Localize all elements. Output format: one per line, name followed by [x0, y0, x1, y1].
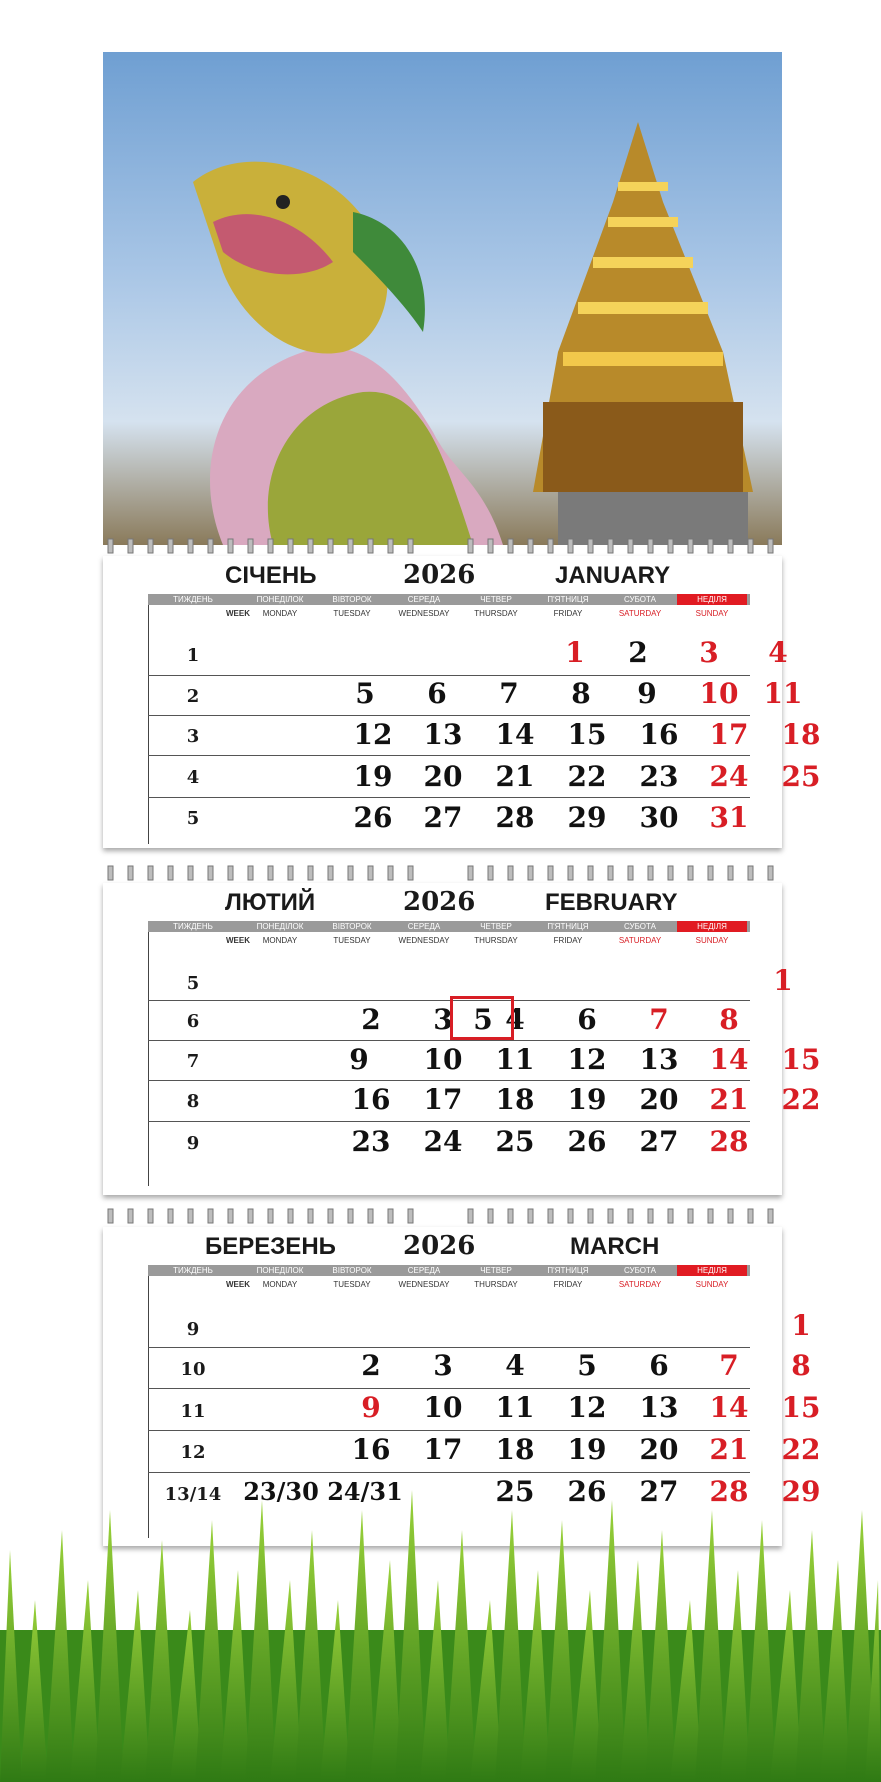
month-year: 2026 — [403, 887, 476, 917]
day-cell[interactable]: 10 — [699, 677, 739, 710]
day-cell[interactable]: 1 — [565, 636, 585, 669]
week-number: 9 — [186, 1319, 200, 1340]
day-cell[interactable]: 16 — [351, 1433, 391, 1466]
day-cell[interactable]: 10 — [423, 1391, 463, 1424]
day-cell[interactable]: 4 — [505, 1003, 525, 1036]
week-number: 8 — [186, 1091, 200, 1112]
day-cell[interactable]: 27 — [639, 1125, 679, 1158]
day-cell[interactable]: 23/30 — [243, 1477, 319, 1506]
day-cell[interactable]: 7 — [499, 677, 519, 710]
month-year: 2026 — [403, 1231, 476, 1261]
week-number: 13/14 — [164, 1484, 222, 1505]
day-cell[interactable]: 11 — [763, 677, 803, 710]
month-panel-january: СІЧЕНЬ 2026 JANUARY ТИЖДЕНЬ ПОНЕДІЛОК ВІВТОРОК СЕРЕДА ЧЕТВЕР П'ЯТНИЦЯ СУБОТА НЕДІЛЯ WEEK MONDAY TUESDAY WEDNESDAY THURSDAY FRIDAY SATURDAY SUNDAY 1 2 3 4 5 1 2 3 4 5 6 7 8 9 10 11 12 13 14 15 16 17 18 19 20 21 22 23 24 25 26 27 28 29 30 31 — [103, 556, 782, 848]
day-cell[interactable]: 27 — [423, 801, 463, 834]
day-cell[interactable]: 16 — [639, 718, 679, 751]
weekday-header: ТИЖДЕНЬ ПОНЕДІЛОК ВІВТОРОК СЕРЕДА ЧЕТВЕР П'ЯТНИЦЯ СУБОТА НЕДІЛЯ — [148, 594, 750, 605]
day-cell[interactable]: 3 — [433, 1003, 453, 1036]
day-cell[interactable]: 14 — [709, 1391, 749, 1424]
day-cell[interactable]: 5 — [355, 677, 375, 710]
day-cell[interactable]: 16 — [351, 1083, 391, 1116]
day-cell[interactable]: 31 — [709, 801, 749, 834]
day-cell[interactable]: 24/31 — [327, 1477, 403, 1506]
day-cell[interactable]: 11 — [495, 1391, 535, 1424]
week-number: 4 — [186, 767, 200, 788]
week-number: 5 — [186, 973, 200, 994]
day-cell[interactable]: 5 — [577, 1349, 597, 1382]
day-cell[interactable]: 25 — [781, 760, 821, 793]
day-cell[interactable]: 28 — [709, 1475, 749, 1508]
day-cell[interactable]: 1 — [791, 1309, 811, 1342]
day-cell[interactable]: 2 — [628, 636, 648, 669]
day-cell[interactable]: 19 — [567, 1083, 607, 1116]
day-cell[interactable]: 18 — [495, 1433, 535, 1466]
month-name-ua: ЛЮТИЙ — [225, 889, 316, 916]
day-cell[interactable]: 29 — [781, 1475, 821, 1508]
day-cell[interactable]: 14 — [709, 1043, 749, 1076]
month-panel-february: ЛЮТИЙ 2026 FEBRUARY ТИЖДЕНЬ ПОНЕДІЛОК ВІВТОРОК СЕРЕДА ЧЕТВЕР П'ЯТНИЦЯ СУБОТА НЕДІЛЯ WEEK MONDAY TUESDAY WEDNESDAY THURSDAY FRIDAY SATURDAY SUNDAY 5 6 7 8 9 1 2 3 4 5 6 7 8 9 10 11 12 13 14 15 16 17 18 19 20 21 22 23 24 25 26 27 28 — [103, 883, 782, 1195]
day-cell[interactable]: 8 — [571, 677, 591, 710]
day-cell[interactable]: 24 — [423, 1125, 463, 1158]
day-cell[interactable]: 25 — [495, 1125, 535, 1158]
week-number: 9 — [186, 1133, 200, 1154]
day-cell[interactable]: 17 — [709, 718, 749, 751]
day-cell[interactable]: 28 — [709, 1125, 749, 1158]
day-cell[interactable]: 19 — [567, 1433, 607, 1466]
day-cell-today[interactable]: 5 — [473, 1003, 493, 1036]
day-cell[interactable]: 22 — [781, 1083, 821, 1116]
day-cell[interactable]: 8 — [791, 1349, 811, 1382]
day-cell[interactable]: 7 — [719, 1349, 739, 1382]
binding-spiral — [103, 1205, 782, 1227]
month-name-en: FEBRUARY — [545, 889, 678, 916]
day-cell[interactable]: 2 — [361, 1003, 381, 1036]
day-cell[interactable]: 17 — [423, 1083, 463, 1116]
day-cell[interactable]: 12 — [567, 1043, 607, 1076]
day-cell[interactable]: 20 — [639, 1433, 679, 1466]
month-name-en: JANUARY — [555, 562, 671, 589]
day-cell[interactable]: 20 — [639, 1083, 679, 1116]
week-number: 3 — [186, 726, 200, 747]
day-cell[interactable]: 6 — [649, 1349, 669, 1382]
grass-decoration — [0, 1490, 881, 1782]
day-cell[interactable]: 3 — [433, 1349, 453, 1382]
day-cell[interactable]: 11 — [495, 1043, 535, 1076]
day-cell[interactable]: 22 — [567, 760, 607, 793]
calendar-photo — [103, 52, 782, 545]
week-number: 2 — [186, 686, 200, 707]
day-cell[interactable]: 2 — [361, 1349, 381, 1382]
day-cell[interactable]: 15 — [567, 718, 607, 751]
day-cell[interactable]: 9 — [361, 1391, 381, 1424]
week-number: 7 — [186, 1051, 200, 1072]
week-number: 11 — [180, 1401, 206, 1422]
day-cell[interactable]: 12 — [567, 1391, 607, 1424]
day-cell[interactable]: 7 — [649, 1003, 669, 1036]
day-cell[interactable]: 1 — [773, 964, 793, 997]
week-number: 12 — [180, 1442, 206, 1463]
day-cell[interactable]: 18 — [495, 1083, 535, 1116]
day-cell[interactable]: 6 — [427, 677, 447, 710]
day-cell[interactable]: 27 — [639, 1475, 679, 1508]
day-cell[interactable]: 28 — [495, 801, 535, 834]
day-cell[interactable]: 15 — [781, 1043, 821, 1076]
day-cell[interactable]: 20 — [423, 760, 463, 793]
day-cell[interactable]: 26 — [567, 1125, 607, 1158]
day-cell[interactable]: 23 — [351, 1125, 391, 1158]
day-cell[interactable]: 30 — [639, 801, 679, 834]
day-cell[interactable]: 26 — [567, 1475, 607, 1508]
day-cell[interactable]: 9 — [349, 1043, 369, 1076]
month-year: 2026 — [403, 560, 476, 590]
day-cell[interactable]: 21 — [709, 1083, 749, 1116]
day-cell[interactable]: 13 — [639, 1043, 679, 1076]
day-cell[interactable]: 29 — [567, 801, 607, 834]
day-cell[interactable]: 10 — [423, 1043, 463, 1076]
month-panel-march: БЕРЕЗЕНЬ 2026 MARCH ТИЖДЕНЬ ПОНЕДІЛОК ВІВТОРОК СЕРЕДА ЧЕТВЕР П'ЯТНИЦЯ СУБОТА НЕДІЛЯ WEEK MONDAY TUESDAY WEDNESDAY THURSDAY FRIDAY SATURDAY SUNDAY 9 10 11 12 13/14 1 2 3 4 5 6 7 8 9 10 11 12 13 14 15 16 17 18 19 20 21 22 23/30 24/31 25 26 27 28 29 — [103, 1227, 782, 1546]
month-name-en: MARCH — [570, 1233, 660, 1260]
week-number: 10 — [180, 1359, 206, 1380]
day-cell[interactable]: 19 — [353, 760, 393, 793]
day-cell[interactable]: 17 — [423, 1433, 463, 1466]
week-number: 1 — [186, 645, 200, 666]
day-cell[interactable]: 13 — [423, 718, 463, 751]
day-cell[interactable]: 15 — [781, 1391, 821, 1424]
day-cell[interactable]: 4 — [505, 1349, 525, 1382]
binding-spiral — [103, 862, 782, 884]
day-cell[interactable]: 4 — [768, 636, 788, 669]
day-cell[interactable]: 21 — [709, 1433, 749, 1466]
day-cell[interactable]: 8 — [719, 1003, 739, 1036]
day-cell[interactable]: 6 — [577, 1003, 597, 1036]
day-cell[interactable]: 14 — [495, 718, 535, 751]
day-cell[interactable]: 25 — [495, 1475, 535, 1508]
weekday-header: ТИЖДЕНЬ ПОНЕДІЛОК ВІВТОРОК СЕРЕДА ЧЕТВЕР П'ЯТНИЦЯ СУБОТА НЕДІЛЯ — [148, 1265, 750, 1276]
day-cell[interactable]: 24 — [709, 760, 749, 793]
day-cell[interactable]: 26 — [353, 801, 393, 834]
month-name-ua: БЕРЕЗЕНЬ — [205, 1233, 336, 1260]
binding-spiral — [103, 535, 782, 557]
day-cell[interactable]: 3 — [699, 636, 719, 669]
day-cell[interactable]: 13 — [639, 1391, 679, 1424]
day-cell[interactable]: 21 — [495, 760, 535, 793]
dragon-illustration — [193, 162, 503, 545]
pagoda-illustration — [533, 122, 753, 545]
day-cell[interactable]: 9 — [637, 677, 657, 710]
day-cell[interactable]: 23 — [639, 760, 679, 793]
week-number: 5 — [186, 808, 200, 829]
weekday-header: ТИЖДЕНЬ ПОНЕДІЛОК ВІВТОРОК СЕРЕДА ЧЕТВЕР П'ЯТНИЦЯ СУБОТА НЕДІЛЯ — [148, 921, 750, 932]
day-cell[interactable]: 12 — [353, 718, 393, 751]
day-cell[interactable]: 22 — [781, 1433, 821, 1466]
week-number: 6 — [186, 1011, 200, 1032]
day-cell[interactable]: 18 — [781, 718, 821, 751]
month-name-ua: СІЧЕНЬ — [225, 562, 317, 589]
